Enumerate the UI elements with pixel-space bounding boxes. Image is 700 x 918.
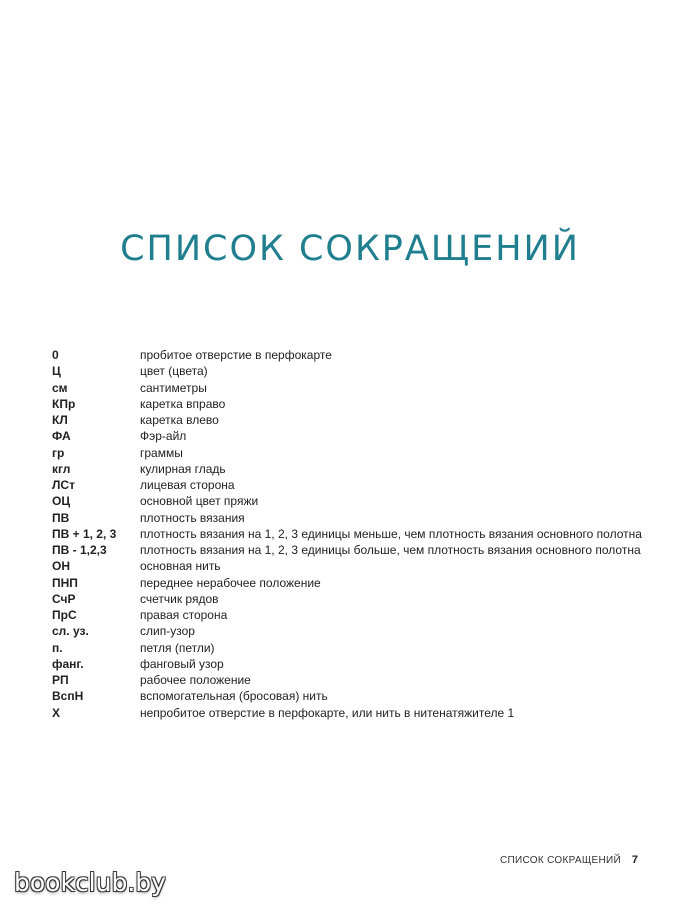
abbreviation-row (52, 575, 652, 591)
abbreviation-term: Ц (52, 364, 61, 379)
abbreviation-definition: фанговый узор (140, 656, 224, 671)
abbreviation-row (52, 428, 652, 444)
abbreviation-row (52, 412, 652, 428)
abbreviation-term: гр (52, 445, 65, 460)
abbreviation-row (52, 363, 652, 379)
abbreviation-row (52, 445, 652, 461)
abbreviation-row (52, 688, 652, 704)
abbreviation-definition: вспомогательная (бросовая) нить (140, 689, 328, 704)
abbreviation-definition: правая сторона (140, 608, 228, 622)
abbreviation-definition: лицевая сторона (140, 478, 235, 492)
abbreviation-definition: каретка влево (140, 413, 219, 427)
abbreviation-row (52, 542, 652, 558)
abbreviation-definition: кулирная гладь (140, 461, 226, 476)
abbreviation-term: КЛ (52, 413, 68, 427)
abbreviation-row (52, 640, 652, 656)
abbreviation-definition: сантиметры (140, 380, 207, 395)
abbreviation-row (52, 705, 652, 721)
page-title: СПИСОК СОКРАЩЕНИЙ (120, 229, 580, 269)
abbreviation-term: ПНП (52, 575, 78, 590)
abbreviation-definition: пробитое отверстие в перфокарте (140, 348, 332, 362)
abbreviation-term: п. (52, 640, 63, 655)
abbreviation-row (52, 396, 652, 412)
abbreviation-definition: каретка вправо (140, 396, 226, 411)
abbreviation-term: ПВ - 1,2,3 (52, 543, 107, 557)
abbreviation-row (52, 558, 652, 574)
abbreviation-row (52, 510, 652, 526)
abbreviation-term: ЛСт (52, 478, 75, 492)
abbreviation-definition: счетчик рядов (140, 591, 219, 606)
abbreviation-definition: основная нить (140, 559, 221, 574)
abbreviation-row (52, 526, 652, 542)
abbreviation-term: ПрС (52, 608, 77, 622)
abbreviation-definition: непробитое отверстие в перфокарте, или нить в нитенатяжителе 1 (140, 705, 515, 720)
abbreviation-row (52, 672, 652, 688)
abbreviation-term: Х (52, 705, 61, 720)
abbreviation-term: РП (52, 673, 69, 687)
abbreviation-definition: основной цвет пряжи (140, 494, 259, 509)
abbreviation-row (52, 477, 652, 493)
abbreviation-term: ПВ + 1, 2, 3 (52, 526, 117, 541)
abbreviation-term: см (52, 380, 68, 395)
abbreviation-row (52, 607, 652, 623)
watermark-logo: bookclub.by (14, 868, 166, 897)
abbreviation-term: ОН (52, 559, 70, 574)
abbreviation-row (52, 623, 652, 639)
abbreviation-row (52, 656, 652, 672)
abbreviation-row (52, 347, 652, 363)
abbreviation-term: кгл (52, 461, 71, 476)
abbreviation-definition: рабочее положение (140, 673, 251, 687)
abbreviation-definition: граммы (140, 445, 183, 460)
abbreviation-definition: слип-узор (140, 624, 195, 639)
abbreviation-row (52, 493, 652, 509)
abbreviation-row (52, 461, 652, 477)
abbreviation-row (52, 380, 652, 396)
abbreviation-term: 0 (52, 348, 59, 362)
abbreviation-term: КПр (52, 396, 76, 411)
abbreviation-term: ФА (52, 429, 71, 444)
page-number: 7 (631, 854, 638, 866)
abbreviation-definition: плотность вязания на 1, 2, 3 единицы больше, чем плотность вязания основного полотна (140, 543, 641, 557)
abbreviation-definition: плотность вязания на 1, 2, 3 единицы меньше, чем плотность вязания основного полотна (140, 526, 642, 541)
abbreviation-row (52, 591, 652, 607)
abbreviation-definition: петля (петли) (140, 640, 215, 655)
abbreviation-term: ВспН (52, 689, 84, 704)
abbreviation-term: ПВ (52, 510, 70, 525)
abbreviation-definition: цвет (цвета) (140, 364, 208, 379)
abbreviation-term: фанг. (52, 656, 84, 671)
abbreviation-list (52, 347, 652, 721)
abbreviation-term: ОЦ (52, 494, 71, 509)
abbreviation-definition: переднее нерабочее положение (140, 575, 321, 590)
abbreviation-term: СчР (52, 591, 76, 606)
abbreviation-definition: Фэр-айл (140, 429, 187, 444)
running-footer-title: СПИСОК СОКРАЩЕНИЙ (500, 855, 621, 866)
abbreviation-definition: плотность вязания (140, 510, 245, 525)
abbreviation-term: сл. уз. (52, 624, 89, 639)
